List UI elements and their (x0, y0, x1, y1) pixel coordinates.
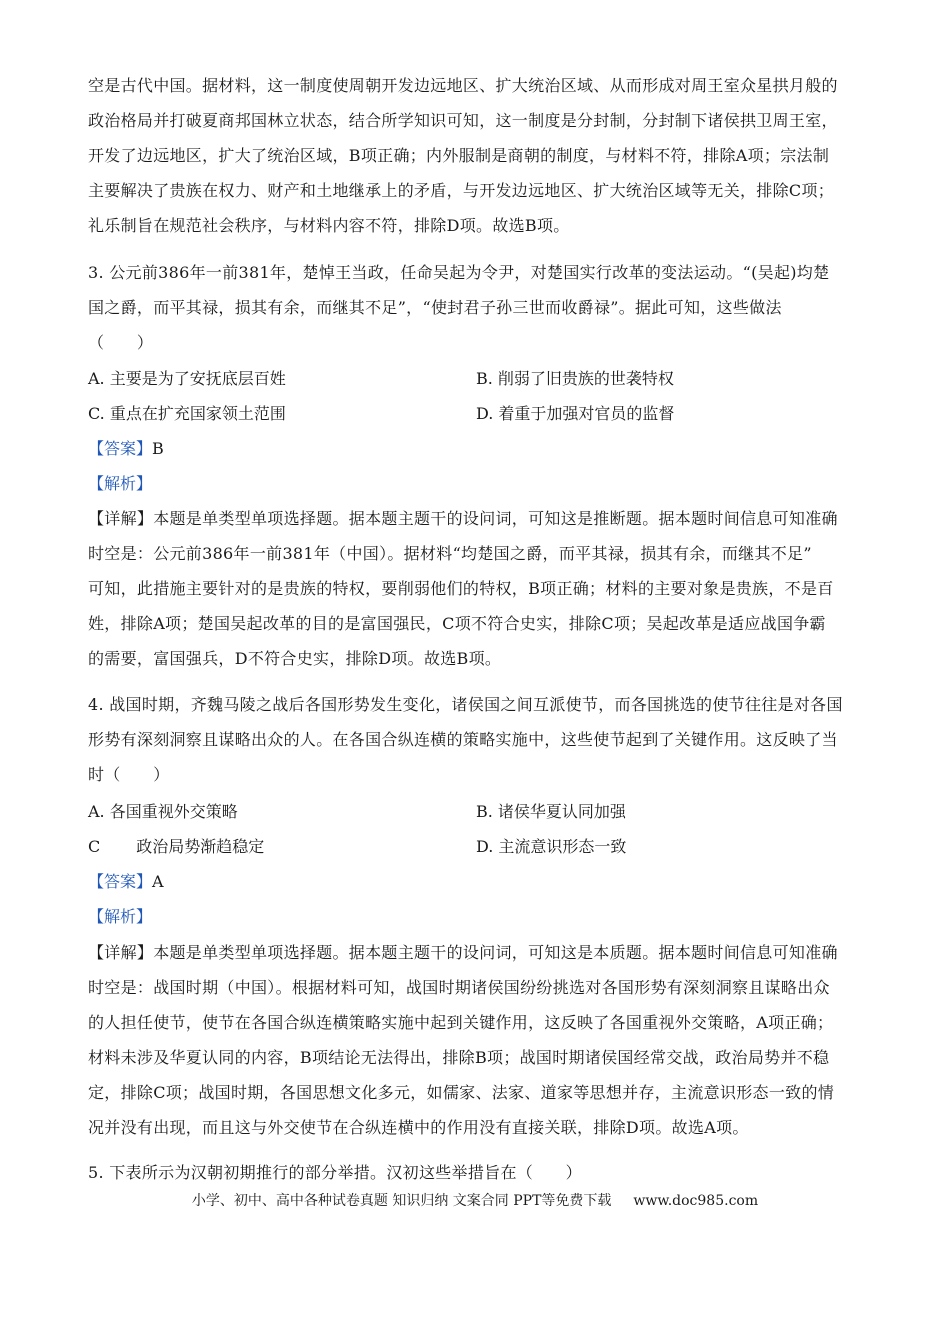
detail-label: 【详解】 (88, 509, 154, 528)
question-4-stem (88, 687, 868, 792)
text-line: 的需要，富国强兵，D不符合史实，排除D项。故选B项。 (88, 649, 502, 668)
text-line: 的人担任使节，使节在各国合纵连横策略实施中起到关键作用，这反映了各国重视外交策略，A项正确； (88, 1013, 834, 1032)
text-line: 况并没有出现，而且这与外交使节在合纵连横中的作用没有直接关联，排除D项。故选A项。 (88, 1118, 749, 1137)
detail-text: 本题是单类型单项选择题。据本题主题干的设问词，可知这是推断题。据本题时间信息可知准确 (153, 509, 838, 528)
q3-analysis-label (88, 466, 152, 501)
q4-option-d: D. 主流意识形态一致 (476, 837, 627, 856)
detail-text: 本题是单类型单项选择题。据本题主题干的设问词，可知这是本质题。据本题时间信息可知准确 (153, 943, 838, 962)
text-line: 礼乐制旨在规范社会秩序，与材料内容不符，排除D项。故选B项。 (88, 216, 570, 235)
q4-detail (88, 935, 868, 1145)
text-line: 空是古代中国。据材料，这一制度使周朝开发边远地区、扩大统治区域、从而形成对周王室众星拱月般的 (88, 76, 838, 95)
option-letter: C (88, 837, 101, 856)
text-line (88, 501, 868, 536)
answer-value: B (152, 439, 164, 458)
q4-option-b: B. 诸侯华夏认同加强 (476, 802, 626, 821)
q4-answer (88, 864, 164, 899)
q2-explanation-continued (88, 68, 868, 243)
text-line: 3. 公元前386年一前381年，楚悼王当政，任命吴起为令尹，对楚国实行改革的变法运动。“(吴起)均楚 (88, 263, 830, 282)
q3-option-c: C. 重点在扩充国家领土范围 (88, 404, 286, 423)
answer-label: 【答案】 (88, 872, 153, 891)
q3-detail (88, 501, 868, 676)
text-line: 材料未涉及华夏认同的内容，B项结论无法得出，排除B项；战国时期诸侯国经常交战，政治局势并不稳 (88, 1048, 830, 1067)
analysis-label: 【解析】 (88, 907, 153, 926)
q4-option-c (88, 829, 264, 864)
text-line: 主要解决了贵族在权力、财产和土地继承上的矛盾，与开发边远地区、扩大统治区域等无关，排除C项； (88, 181, 835, 200)
text-line: 政治格局并打破夏商邦国林立状态，结合所学知识可知，这一制度是分封制，分封制下诸侯拱卫周王室， (88, 111, 838, 130)
analysis-label: 【解析】 (88, 474, 153, 493)
text-line: 时空是：公元前386年一前381年（中国）。据材料“均楚国之爵，而平其禄，损其有余，而继其不足” (88, 544, 812, 563)
text-line: 5. 下表所示为汉朝初期推行的部分举措。汉初这些举措旨在（ ） (88, 1163, 582, 1182)
q3-answer (88, 431, 164, 466)
q4-option-a: A. 各国重视外交策略 (88, 802, 238, 821)
text-line: （ ） (88, 333, 154, 352)
q3-option-a: A. 主要是为了安抚底层百姓 (88, 369, 286, 388)
q4-analysis-label (88, 899, 152, 934)
footer-text: 小学、初中、高中各种试卷真题 知识归纳 文案合同 PPT等免费下载 (191, 1193, 612, 1209)
q3-option-d: D. 着重于加强对官员的监督 (476, 404, 675, 423)
option-text: 政治局势渐趋稳定 (136, 837, 265, 856)
text-line: 开发了边远地区，扩大了统治区域，B项正确；内外服制是商朝的制度，与材料不符，排除A项；宗法制 (88, 146, 830, 165)
text-line: 姓，排除A项；楚国吴起改革的目的是富国强民，C项不符合史实，排除C项；吴起改革是适应战国争霸 (88, 614, 826, 633)
text-line: 定，排除C项；战国时期，各国思想文化多元，如儒家、法家、道家等思想并存，主流意识形态一致的情 (88, 1083, 835, 1102)
answer-label: 【答案】 (88, 439, 153, 458)
footer-url[interactable]: www.doc985.com (633, 1193, 759, 1209)
question-3-stem (88, 255, 868, 360)
question-5-stem (88, 1158, 868, 1188)
detail-label: 【详解】 (88, 943, 154, 962)
answer-value: A (152, 872, 164, 891)
text-line: 国之爵，而平其禄，损其有余，而继其不足”，“使封君子孙三世而收爵禄”。据此可知，这些做法 (88, 298, 782, 317)
text-line: 时（ ） (88, 765, 170, 784)
text-line: 4. 战国时期，齐魏马陵之战后各国形势发生变化，诸侯国之间互派使节，而各国挑选的使节往往是对各国 (88, 695, 843, 714)
text-line: 时空是：战国时期（中国）。根据材料可知，战国时期诸侯国纷纷挑选对各国形势有深刻洞察且谋略出众 (88, 978, 830, 997)
q3-option-b: B. 削弱了旧贵族的世袭特权 (476, 369, 674, 388)
page-footer (0, 1190, 950, 1212)
text-line: 可知，此措施主要针对的是贵族的特权，要削弱他们的特权，B项正确；材料的主要对象是贵族，不是百 (88, 579, 834, 598)
text-line (88, 935, 868, 970)
text-line: 形势有深刻洞察且谋略出众的人。在各国合纵连横的策略实施中，这些使节起到了关键作用。这反映了当 (88, 730, 838, 749)
